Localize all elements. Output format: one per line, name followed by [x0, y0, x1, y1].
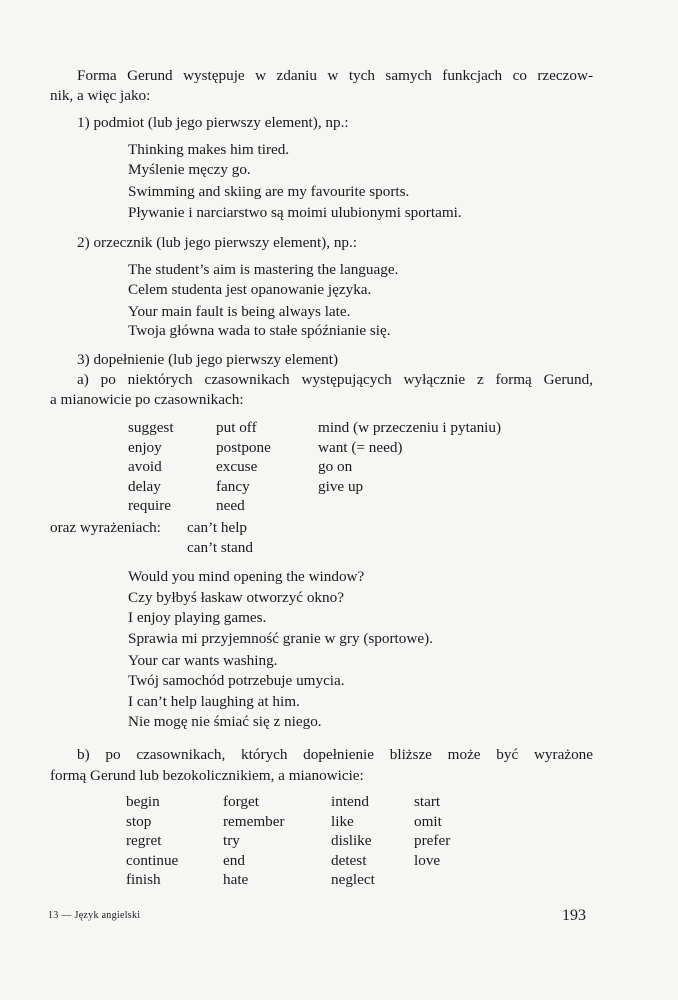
section-3a-line-2: a mianowicie po czasownikach: [50, 391, 244, 408]
verb: postpone [216, 438, 271, 456]
verb: regret [126, 832, 162, 849]
verb: begin [126, 793, 160, 810]
section-3a-example: Sprawia mi przyjemność granie w gry (sportowe). [128, 630, 433, 647]
section-3a-example: Nie mogę nie śmiać się z niego. [128, 713, 322, 730]
verb: put off [216, 419, 257, 436]
printer-signature: 13 — Język angielski [48, 910, 141, 921]
verb: end [223, 851, 245, 869]
verb: excuse [216, 458, 258, 475]
intro-line-2: nik, a więc jako: [50, 87, 151, 104]
section-3a-example: I enjoy playing games. [128, 609, 267, 626]
expression: can’t help [187, 519, 248, 536]
section-3a-example: Czy byłbyś łaskaw otworzyć okno? [128, 589, 344, 606]
verb: stop [126, 812, 152, 830]
verb: remember [223, 812, 285, 830]
verbs-b-column-2 [223, 792, 285, 890]
section-3-heading: 3) dopełnienie (lub jego pierwszy element) [77, 351, 339, 368]
verb: continue [126, 851, 179, 869]
verb: intend [331, 793, 369, 810]
expressions-label: oraz wyrażeniach: [50, 519, 161, 536]
verb: avoid [128, 458, 162, 475]
verb: like [331, 812, 354, 830]
verb: love [414, 851, 441, 869]
verb: fancy [216, 477, 250, 495]
verb: neglect [331, 871, 375, 888]
verb: want (= need) [318, 438, 403, 456]
verb: enjoy [128, 438, 162, 456]
verb: mind (w przeczeniu i pytaniu) [318, 419, 502, 436]
section-2-example: Twoja główna wada to stałe spóźnianie się. [128, 322, 391, 339]
section-1-example: Pływanie i narciarstwo są moimi ulubionymi sportami. [128, 204, 462, 221]
verb: prefer [414, 832, 451, 849]
section-2-heading: 2) orzecznik (lub jego pierwszy element), np.: [77, 234, 358, 251]
verb: give up [318, 477, 364, 495]
section-2-example: The student’s aim is mastering the language. [128, 261, 399, 278]
verbs-a-column-3 [318, 418, 501, 496]
section-3a-example: Your car wants washing. [128, 652, 278, 669]
section-3a-line-1: a) po niektórych czasownikach występujących wyłącznie z formą Gerund, [77, 371, 593, 388]
verb: delay [128, 477, 161, 495]
section-2-example: Your main fault is being always late. [128, 303, 351, 320]
verb: start [414, 793, 441, 810]
verb: omit [414, 812, 442, 830]
verb: require [128, 497, 172, 514]
section-3a-example: Would you mind opening the window? [128, 568, 365, 585]
section-1-example: Myślenie męczy go. [128, 161, 251, 178]
verb: detest [331, 851, 367, 869]
section-3b-line-2: formą Gerund lub bezokolicznikiem, a mianowicie: [50, 767, 364, 784]
verbs-b-column-1 [126, 792, 178, 890]
verb: need [216, 497, 245, 514]
verb: finish [126, 871, 161, 888]
verb: forget [223, 793, 259, 810]
page-number: 193 [562, 907, 586, 924]
verb: go on [318, 458, 353, 475]
verb: dislike [331, 832, 372, 849]
verb: suggest [128, 419, 174, 436]
section-1-example: Swimming and skiing are my favourite sports. [128, 183, 410, 200]
verbs-b-column-3 [331, 792, 375, 890]
verb: try [223, 832, 240, 849]
section-2-example: Celem studenta jest opanowanie języka. [128, 281, 372, 298]
intro-line-1: Forma Gerund występuje w zdaniu w tych samych funkcjach co rzeczow- [77, 67, 593, 84]
expression: can’t stand [187, 539, 253, 556]
section-1-heading: 1) podmiot (lub jego pierwszy element), np.: [77, 114, 349, 131]
verbs-b-column-4 [414, 792, 450, 870]
verbs-a-column-2 [216, 418, 271, 516]
section-3a-example: Twój samochód potrzebuje umycia. [128, 672, 345, 689]
section-1-example: Thinking makes him tired. [128, 141, 290, 158]
section-3b-line-1: b) po czasownikach, których dopełnienie bliższe może być wyrażone [77, 746, 593, 763]
section-3a-example: I can’t help laughing at him. [128, 693, 300, 710]
verb: hate [223, 871, 249, 888]
verbs-a-column-1 [128, 418, 174, 516]
